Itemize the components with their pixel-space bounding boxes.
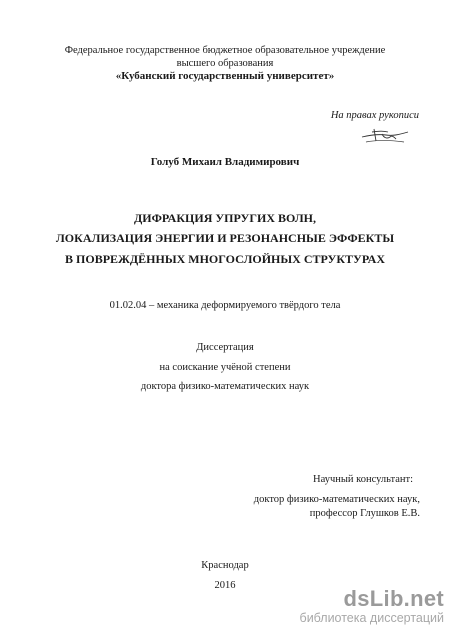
consultant-label: Научный консультант: (313, 474, 414, 485)
dissertation-label: Диссертация (196, 342, 254, 353)
title-line-2: ЛОКАЛИЗАЦИЯ ЭНЕРГИИ И РЕЗОНАНСНЫЕ ЭФФЕКТЫ (55, 231, 395, 245)
specialty: 01.02.04 – механика деформируемого твёрдого тела (109, 300, 341, 311)
signature-icon (360, 123, 410, 145)
city: Краснодар (201, 560, 249, 571)
consultant-degree: доктор физико-математических наук, (253, 494, 420, 505)
watermark (300, 588, 444, 625)
year: 2016 (214, 580, 236, 591)
title-line-1: ДИФРАКЦИЯ УПРУГИХ ВОЛН, (133, 211, 317, 225)
rights-note: На правах рукописи (330, 110, 419, 121)
degree-field: доктора физико-математических наук (140, 381, 310, 392)
watermark-subtitle: библиотека диссертаций (299, 611, 444, 625)
institution-line-2: высшего образования (176, 58, 274, 69)
degree-sought: на соискание учёной степени (159, 362, 291, 373)
institution-line-1: Федеральное государственное бюджетное образовательное учреждение (64, 45, 386, 56)
university-name: «Кубанский государственный университет» (115, 70, 335, 82)
watermark-logo: dsLib.net (343, 586, 444, 611)
author-name: Голуб Михаил Владимирович (150, 156, 300, 168)
title-line-3: В ПОВРЕЖДЁННЫХ МНОГОСЛОЙНЫХ СТРУКТУРАХ (65, 252, 385, 266)
consultant-name: профессор Глушков Е.В. (309, 508, 420, 519)
